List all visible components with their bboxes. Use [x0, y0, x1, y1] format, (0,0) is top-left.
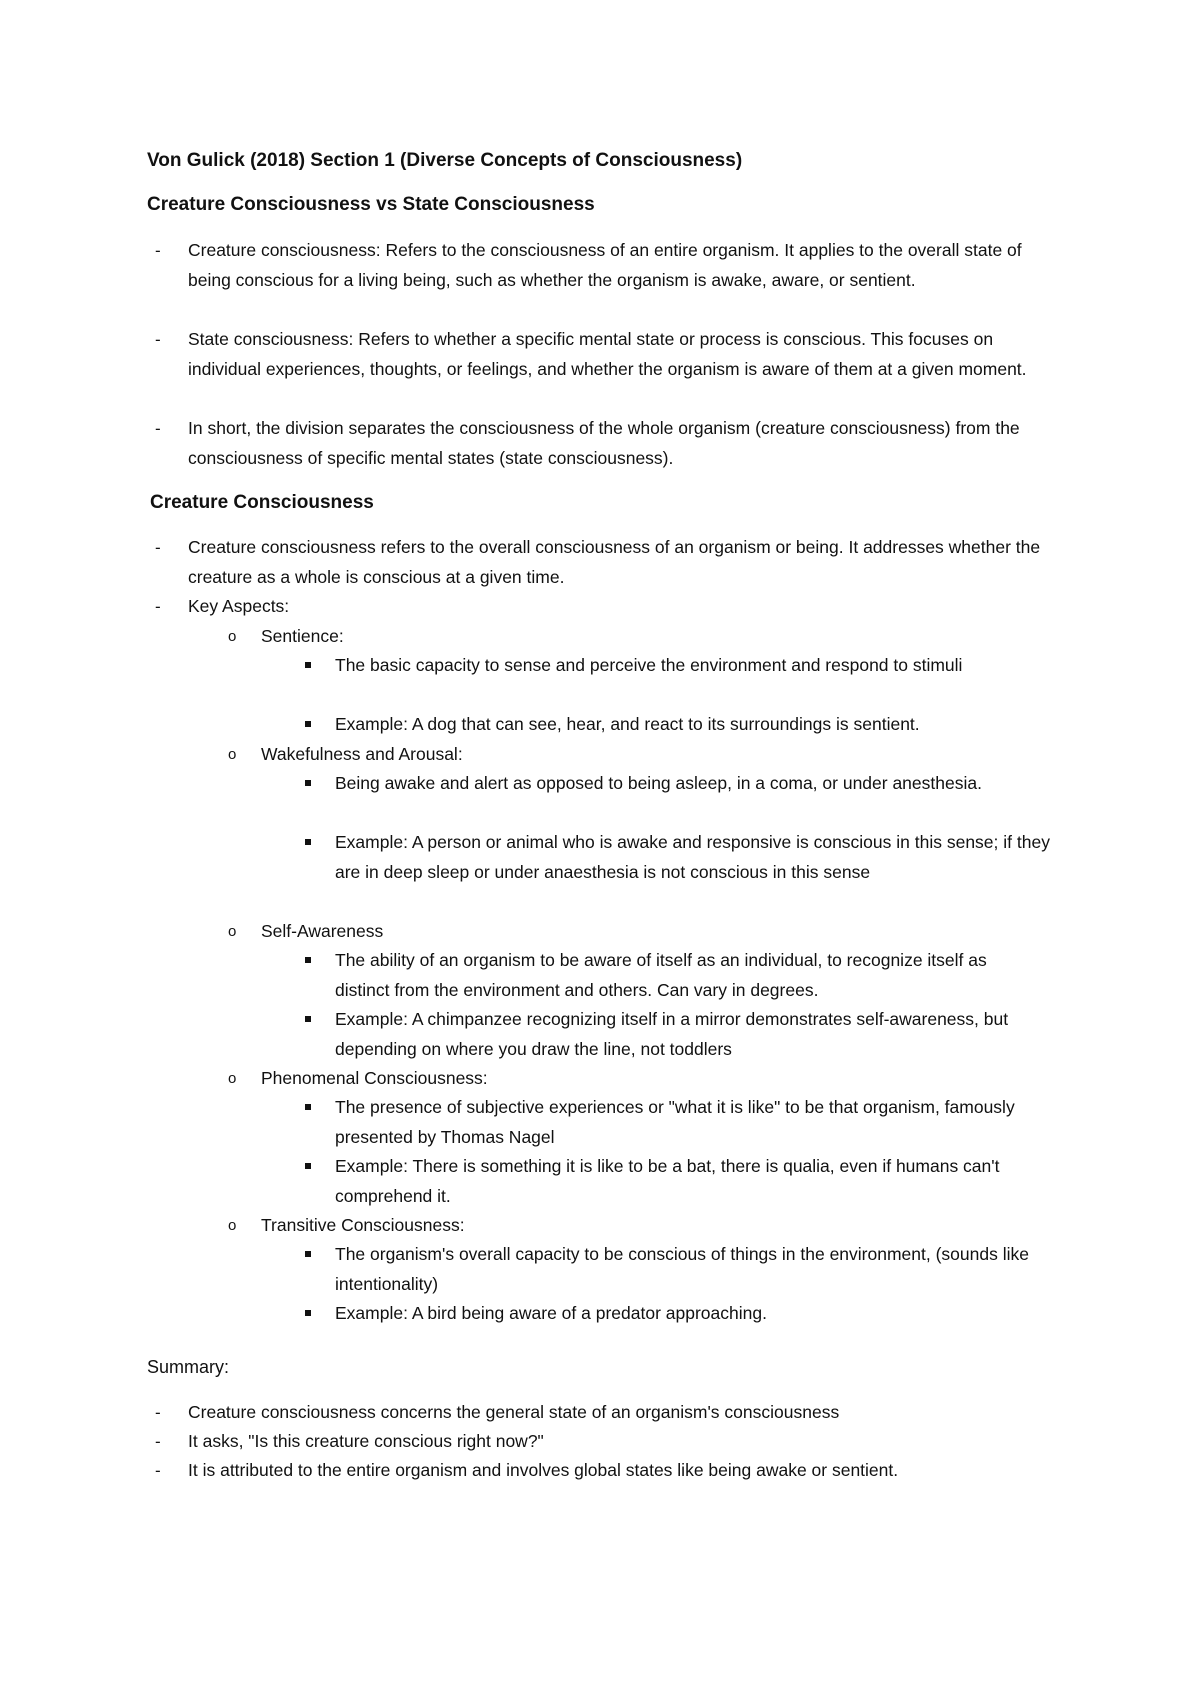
square-bullet — [305, 1104, 311, 1110]
circle-bullet: o — [228, 746, 237, 763]
bullet-text: In short, the division separates the consciousness of the whole organism (creature consciousness) from the consciousness of specific mental states (state consciousness). — [188, 418, 1020, 468]
point-text: Example: A person or animal who is awake and responsive is conscious in this sense; if they are in deep sleep or under anaesthesia is not conscious in this sense — [335, 832, 1050, 882]
list-item — [155, 1398, 1088, 1428]
list-item — [155, 414, 1068, 473]
square-bullet — [305, 839, 311, 845]
dash-bullet: - — [155, 1403, 161, 1422]
aspect-name: Wakefulness and Arousal: — [261, 744, 463, 764]
list-item — [155, 533, 1068, 592]
point-text: Example: A chimpanzee recognizing itself in a mirror demonstrates self-awareness, but depending on where you draw the line, not toddlers — [335, 1009, 1009, 1059]
aspect-point — [335, 828, 1065, 887]
dash-bullet: - — [155, 241, 161, 260]
list-item — [155, 592, 1068, 622]
aspect-name: Transitive Consciousness: — [261, 1215, 465, 1235]
aspect-item — [228, 917, 961, 947]
bullet-text: Creature consciousness refers to the overall consciousness of an organism or being. It addresses whether the creature as a whole is conscious at a given time. — [188, 537, 1041, 587]
bullet-text: State consciousness: Refers to whether a specific mental state or process is conscious. This focuses on individual experiences, thoughts, or feelings, and whether the organism is aware of them at a given moment. — [188, 329, 1027, 379]
square-bullet — [305, 721, 311, 727]
summary-text: Creature consciousness concerns the general state of an organism's consciousness — [188, 1402, 840, 1422]
square-bullet — [305, 662, 311, 668]
list-item — [155, 1427, 1088, 1457]
aspect-point — [335, 1299, 1065, 1329]
dash-bullet: - — [155, 1461, 161, 1480]
square-bullet — [305, 1016, 311, 1022]
aspect-point — [335, 710, 1055, 740]
aspect-item — [228, 740, 961, 770]
list-item — [155, 1456, 1088, 1486]
key-aspects-label: Key Aspects: — [188, 596, 290, 616]
point-text: Example: There is something it is like to be a bat, there is qualia, even if humans can't comprehend it. — [335, 1156, 1000, 1206]
point-text: Being awake and alert as opposed to being asleep, in a coma, or under anesthesia. — [335, 773, 982, 793]
circle-bullet: o — [228, 628, 237, 645]
aspect-point — [335, 651, 1025, 681]
summary-text: It is attributed to the entire organism and involves global states like being awake or sentient. — [188, 1460, 899, 1480]
circle-bullet: o — [228, 1070, 237, 1087]
aspect-item — [228, 622, 961, 652]
square-bullet — [305, 780, 311, 786]
aspect-point — [335, 769, 1015, 799]
dash-bullet: - — [155, 538, 161, 557]
dash-bullet: - — [155, 419, 161, 438]
aspect-name: Sentience: — [261, 626, 344, 646]
circle-bullet: o — [228, 1217, 237, 1234]
point-text: The basic capacity to sense and perceive the environment and respond to stimuli — [335, 655, 963, 675]
aspect-point — [335, 1240, 1065, 1299]
section-heading-creature-vs-state: Creature Consciousness vs State Consciousness — [147, 194, 595, 215]
list-item — [155, 325, 1068, 384]
aspect-point — [335, 1093, 1065, 1152]
aspect-name: Phenomenal Consciousness: — [261, 1068, 488, 1088]
dash-bullet: - — [155, 1432, 161, 1451]
section-heading-creature-consciousness: Creature Consciousness — [150, 492, 374, 513]
list-item — [155, 236, 1068, 295]
aspect-point — [335, 946, 1035, 1005]
circle-bullet: o — [228, 923, 237, 940]
square-bullet — [305, 1310, 311, 1316]
square-bullet — [305, 957, 311, 963]
summary-label: Summary: — [147, 1357, 230, 1377]
point-text: The presence of subjective experiences or "what it is like" to be that organism, famously presented by Thomas Nagel — [335, 1097, 1015, 1147]
square-bullet — [305, 1251, 311, 1257]
point-text: Example: A bird being aware of a predator approaching. — [335, 1303, 767, 1323]
bullet-text: Creature consciousness: Refers to the consciousness of an entire organism. It applies to the overall state of being conscious for a living being, such as whether the organism is awake, aware, or sentient. — [188, 240, 1022, 290]
aspect-point — [335, 1152, 1075, 1211]
square-bullet — [305, 1163, 311, 1169]
point-text: The ability of an organism to be aware of itself as an individual, to recognize itself as distinct from the environment and others. Can vary in degrees. — [335, 950, 987, 1000]
aspect-item — [228, 1211, 961, 1241]
aspect-item — [228, 1064, 961, 1094]
aspect-point — [335, 1005, 1035, 1064]
point-text: The organism's overall capacity to be conscious of things in the environment, (sounds like intentionality) — [335, 1244, 1029, 1294]
aspect-name: Self-Awareness — [261, 921, 384, 941]
point-text: Example: A dog that can see, hear, and react to its surroundings is sentient. — [335, 714, 920, 734]
dash-bullet: - — [155, 330, 161, 349]
summary-text: It asks, "Is this creature conscious right now?" — [188, 1431, 544, 1451]
dash-bullet: - — [155, 597, 161, 616]
document-title: Von Gulick (2018) Section 1 (Diverse Concepts of Consciousness) — [147, 150, 743, 171]
